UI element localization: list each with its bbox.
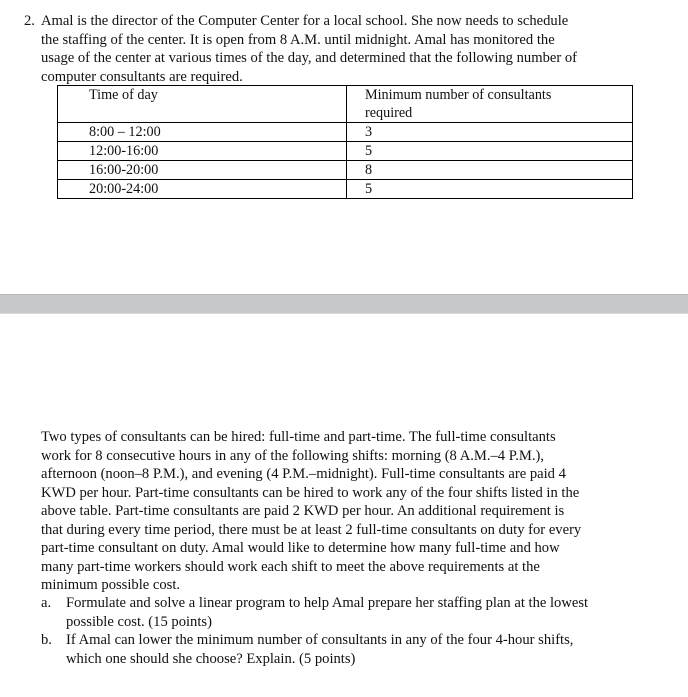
sub-question-text: [66, 594, 671, 631]
table-row: [58, 161, 633, 180]
table-header-row: [58, 86, 633, 123]
header-time-of-day: Time of day: [58, 86, 347, 123]
min-cell: 5: [347, 180, 633, 199]
intro-line: Amal is the director of the Computer Center for a local school. She now needs to schedule: [41, 13, 569, 29]
body-line: many part-time workers should work each shift to meet the above requirements at the: [41, 558, 540, 575]
header-min-line: required: [365, 105, 413, 121]
sub-question-label: a.: [41, 595, 52, 611]
sub-question-b: [41, 631, 671, 668]
sub-question-line: If Amal can lower the minimum number of consultants in any of the four 4-hour shifts,: [66, 632, 574, 648]
body-line: that during every time period, there must be at least 2 full-time consultants on duty for every: [41, 521, 582, 538]
question-number: 2.: [24, 13, 35, 29]
body-line: afternoon (noon–8 P.M.), and evening (4 P.M.–midnight). Full-time consultants are paid 4: [41, 466, 566, 482]
sub-question-a: [41, 594, 671, 631]
body-line: above table. Part-time consultants are paid 2 KWD per hour. An additional requirement is: [41, 503, 565, 519]
time-cell: 16:00-20:00: [58, 161, 347, 180]
time-cell: 8:00 – 12:00: [58, 123, 347, 142]
sub-question-line: possible cost. (15 points): [66, 613, 212, 630]
body-line: minimum possible cost.: [41, 577, 181, 593]
intro-line: computer consultants are required.: [41, 68, 243, 85]
min-cell: 8: [347, 161, 633, 180]
body-line: KWD per hour. Part-time consultants can be hired to work any of the four shifts listed in the: [41, 484, 580, 501]
header-minimum-consultants: [347, 86, 633, 123]
table-row: [58, 123, 633, 142]
sub-question-line: Formulate and solve a linear program to help Amal prepare her staffing plan at the lowest: [66, 595, 589, 611]
intro-line: usage of the center at various times of the day, and determined that the following number of: [41, 50, 578, 66]
sub-question-line: which one should she choose? Explain. (5 points): [66, 650, 356, 667]
sub-question-text: [66, 631, 671, 668]
table-row: [58, 142, 633, 161]
body-line: Two types of consultants can be hired: full-time and part-time. The full-time consultants: [41, 429, 556, 445]
time-cell: 20:00-24:00: [58, 180, 347, 199]
sub-question-label: b.: [41, 632, 52, 648]
question-intro: [41, 12, 661, 86]
header-min-line: Minimum number of consultants: [365, 87, 552, 103]
intro-line: the staffing of the center. It is open from 8 A.M. until midnight. Amal has monitored the: [41, 31, 555, 48]
page-divider: [0, 294, 688, 314]
staffing-table: [57, 85, 633, 199]
min-cell: 3: [347, 123, 633, 142]
body-line: work for 8 consecutive hours in any of the following shifts: morning (8 A.M.–4 P.M.),: [41, 447, 545, 464]
problem-description: [41, 428, 671, 595]
body-line: part-time consultant on duty. Amal would like to determine how many full-time and how: [41, 540, 560, 556]
min-cell: 5: [347, 142, 633, 161]
table-row: [58, 180, 633, 199]
time-cell: 12:00-16:00: [58, 142, 347, 161]
